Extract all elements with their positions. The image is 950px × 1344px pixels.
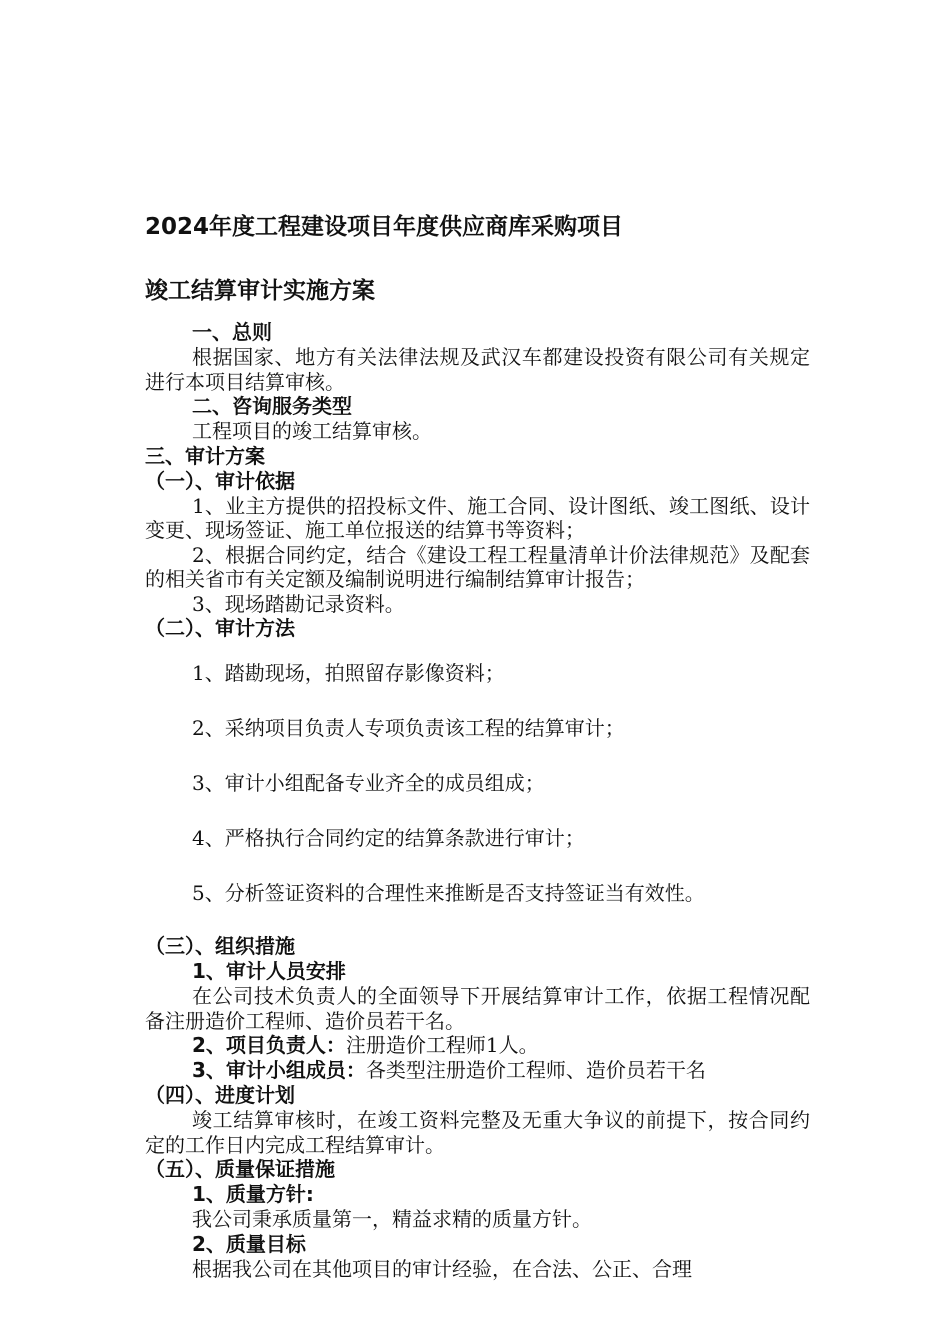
audit-basis-item: 2、根据合同约定，结合《建设工程工程量清单计价法律规范》及配套的相关省市有关定额及编制说明进行编制结算审计报告； — [145, 542, 810, 591]
org-staffing-body: 在公司技术负责人的全面领导下开展结算审计工作，依据工程情况配备注册造价工程师、造价员若干名。 — [145, 984, 810, 1033]
document-title-line1: 2024年度工程建设项目年度供应商库采购项目 — [145, 214, 624, 240]
quality-heading: （五）、质量保证措施 — [145, 1157, 335, 1181]
audit-method-item: 1、踏勘现场，拍照留存影像资料； — [192, 661, 505, 685]
org-team-members-value: 各类型注册造价工程师、造价员若干名 — [365, 1058, 706, 1082]
audit-method-item: 3、审计小组配备专业齐全的成员组成； — [192, 771, 545, 795]
section-service-type-body: 工程项目的竣工结算审核。 — [192, 419, 432, 443]
document-title-line2: 竣工结算审计实施方案 — [145, 278, 375, 304]
section-general-heading: 一、总则 — [192, 320, 272, 344]
section-service-type-heading: 二、咨询服务类型 — [192, 394, 352, 418]
audit-method-item: 5、分析签证资料的合理性来推断是否支持签证当有效性。 — [192, 881, 705, 905]
audit-method-item: 2、采纳项目负责人专项负责该工程的结算审计； — [192, 716, 625, 740]
schedule-body: 竣工结算审核时，在竣工资料完整及无重大争议的前提下，按合同约定的工作日内完成工程结算审计。 — [145, 1108, 810, 1157]
audit-basis-heading: （一）、审计依据 — [145, 468, 295, 493]
quality-goal-heading: 2、质量目标 — [192, 1231, 306, 1256]
section-audit-plan-heading: 三、审计方案 — [145, 443, 265, 468]
audit-basis-item: 3、现场踏勘记录资料。 — [192, 591, 405, 616]
document-page — [145, 210, 810, 1281]
org-project-lead-value: 注册造价工程师1人。 — [345, 1033, 539, 1057]
org-team-members-label: 3、审计小组成员： — [192, 1058, 366, 1082]
audit-method-heading: （二）、审计方法 — [145, 616, 295, 640]
org-team-members — [145, 1058, 810, 1083]
org-project-lead — [145, 1033, 810, 1058]
quality-policy-heading: 1、质量方针: — [192, 1182, 314, 1206]
schedule-heading: （四）、进度计划 — [145, 1083, 295, 1107]
audit-basis-item: 1、业主方提供的招投标文件、施工合同、设计图纸、竣工图纸、设计变更、现场签证、施工单位报送的结算书等资料； — [145, 493, 810, 542]
org-measures-heading: （三）、组织措施 — [145, 934, 295, 958]
audit-method-item: 4、严格执行合同约定的结算条款进行审计； — [192, 826, 585, 850]
quality-goal-body: 根据我公司在其他项目的审计经验，在合法、公正、合理 — [192, 1256, 692, 1281]
org-project-lead-label: 2、项目负责人： — [192, 1033, 346, 1057]
org-staffing-heading: 1、审计人员安排 — [192, 959, 346, 983]
section-general-body: 根据国家、地方有关法律法规及武汉车都建设投资有限公司有关规定进行本项目结算审核。 — [145, 345, 810, 394]
quality-policy-body: 我公司秉承质量第一，精益求精的质量方针。 — [192, 1207, 592, 1231]
